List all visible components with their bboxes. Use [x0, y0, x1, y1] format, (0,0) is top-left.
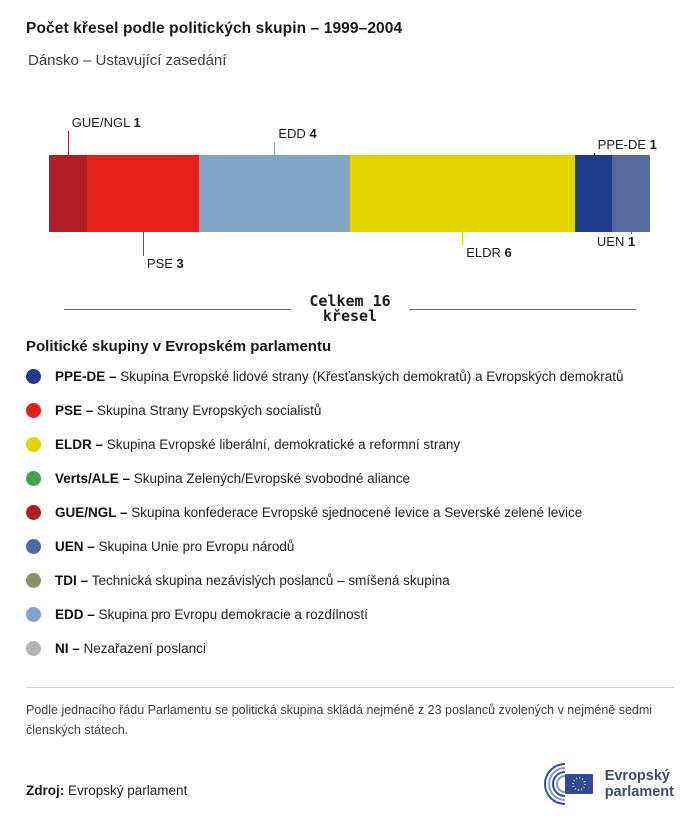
legend-color-dot — [26, 641, 41, 656]
legend-color-dot — [26, 403, 41, 418]
legend-color-dot — [26, 369, 41, 384]
legend-item-ppe-de — [26, 369, 674, 403]
eu-flag — [565, 774, 593, 794]
legend-group-abbr: PPE-DE – — [55, 369, 121, 384]
legend-group-desc: Skupina konfederace Evropské sjednocené levice a Severské zelené levice — [131, 505, 583, 520]
leader-line-edd — [274, 142, 275, 155]
bar-label-group: GUE/NGL — [71, 115, 134, 130]
legend-group-abbr: TDI – — [55, 573, 92, 588]
legend-item-gue-ngl — [26, 505, 674, 539]
seat-bar — [49, 155, 650, 232]
legend-item-text — [55, 403, 321, 419]
page-subtitle: Dánsko – Ustavující zasedání — [28, 52, 227, 69]
legend-color-dot — [26, 539, 41, 554]
footnote: Podle jednacího řádu Parlamentu se politická skupina skládá nejméně z 23 poslanců zvolených v nejméně sedmi členských státech. — [26, 703, 653, 737]
total-seats-line2: křesel — [322, 307, 378, 325]
leader-line-pse — [143, 232, 144, 256]
legend-item-text — [55, 369, 624, 385]
legend-group-desc: Skupina Unie pro Evropu národů — [98, 539, 295, 554]
ep-logo-text — [605, 768, 674, 800]
bar-label-ppe-de — [598, 138, 657, 152]
legend-color-dot — [26, 437, 41, 452]
legend-group-abbr: EDD – — [55, 607, 99, 622]
bar-label-group: PPE-DE — [597, 137, 650, 152]
ep-logo-line1: Evropský — [604, 767, 670, 784]
leader-line-eldr — [462, 232, 463, 245]
total-seats-label — [309, 294, 390, 324]
ep-logo-line2: parlament — [604, 784, 674, 800]
legend-color-dot — [26, 573, 41, 588]
legend-group-abbr: PSE – — [55, 403, 98, 418]
bar-label-group: EDD — [278, 126, 310, 141]
bar-label-uen — [597, 235, 635, 249]
legend-title: Politické skupiny v Evropském parlamentu — [26, 338, 332, 355]
legend-group-desc: Skupina Evropské liberální, demokratické a reformní strany — [106, 437, 461, 452]
bar-label-gue-ngl — [72, 116, 141, 130]
ep-logo — [533, 762, 674, 806]
ep-hemicycle-flag-icon — [533, 762, 597, 806]
bar-label-edd — [278, 127, 316, 141]
bar-label-seats: 6 — [504, 245, 512, 260]
bar-label-seats: 1 — [649, 137, 657, 152]
legend-group-abbr: Verts/ALE – — [55, 471, 134, 486]
bar-label-group: UEN — [596, 234, 628, 249]
legend-item-eldr — [26, 437, 674, 471]
legend-group-desc: Technická skupina nezávislých poslanců – smíšená skupina — [91, 573, 450, 588]
legend-item-text — [55, 539, 294, 555]
bar-label-group: ELDR — [466, 245, 505, 260]
legend-item-text — [55, 437, 460, 453]
bar-segment-edd — [199, 155, 349, 232]
legend-item-edd — [26, 607, 674, 641]
leader-line-ppe-de — [594, 153, 595, 155]
legend-item-text — [55, 471, 410, 487]
bar-segment-ppe-de — [575, 155, 613, 232]
legend-item-ni — [26, 641, 674, 675]
bar-segment-gue-ngl — [49, 155, 87, 232]
bar-segment-pse — [87, 155, 200, 232]
legend-group-abbr: NI – — [55, 641, 84, 656]
source — [26, 783, 187, 798]
total-divider-right — [409, 309, 636, 310]
legend-item-tdi — [26, 573, 674, 607]
legend-color-dot — [26, 505, 41, 520]
legend-list — [26, 369, 674, 675]
total-seats — [64, 294, 636, 324]
bar-label-group: PSE — [146, 256, 177, 271]
legend-group-desc: Skupina Evropské lidové strany (Křesťanských demokratů) a Evropských demokratů — [120, 369, 624, 384]
source-value: Evropský parlament — [68, 783, 188, 798]
legend-group-desc: Skupina pro Evropu demokracie a rozdílností — [98, 607, 368, 622]
legend-item-text — [55, 573, 450, 589]
source-label: Zdroj: — [26, 783, 65, 798]
legend-item-pse — [26, 403, 674, 437]
legend-item-text — [55, 607, 368, 623]
bar-segment-uen — [612, 155, 650, 232]
bar-label-eldr — [466, 246, 512, 260]
legend-group-abbr: GUE/NGL – — [55, 505, 132, 520]
leader-line-gue-ngl — [68, 131, 69, 155]
page-title: Počet křesel podle politických skupin – 1999–2004 — [26, 20, 403, 37]
legend-item-text — [55, 641, 206, 657]
legend-group-abbr: ELDR – — [55, 437, 107, 452]
legend-color-dot — [26, 607, 41, 622]
legend-group-abbr: UEN – — [55, 539, 99, 554]
bar-label-seats: 4 — [309, 126, 317, 141]
legend-color-dot — [26, 471, 41, 486]
stacked-bar-chart — [0, 112, 700, 282]
legend-group-desc: Nezařazení poslanci — [83, 641, 206, 656]
footnote-divider — [26, 687, 674, 688]
legend-item-verts-ale — [26, 471, 674, 505]
bar-label-seats: 1 — [627, 234, 636, 249]
total-seats-line1: Celkem 16 — [309, 292, 391, 310]
legend-group-desc: Skupina Zelených/Evropské svobodné aliance — [133, 471, 410, 486]
bar-segment-eldr — [350, 155, 575, 232]
footer — [26, 762, 674, 806]
total-divider-left — [64, 309, 291, 310]
bar-label-seats: 3 — [176, 256, 184, 271]
legend-item-uen — [26, 539, 674, 573]
bar-label-seats: 1 — [133, 115, 141, 130]
bar-label-pse — [147, 257, 184, 271]
legend-group-desc: Skupina Strany Evropských socialistů — [97, 403, 322, 418]
legend-item-text — [55, 505, 582, 521]
